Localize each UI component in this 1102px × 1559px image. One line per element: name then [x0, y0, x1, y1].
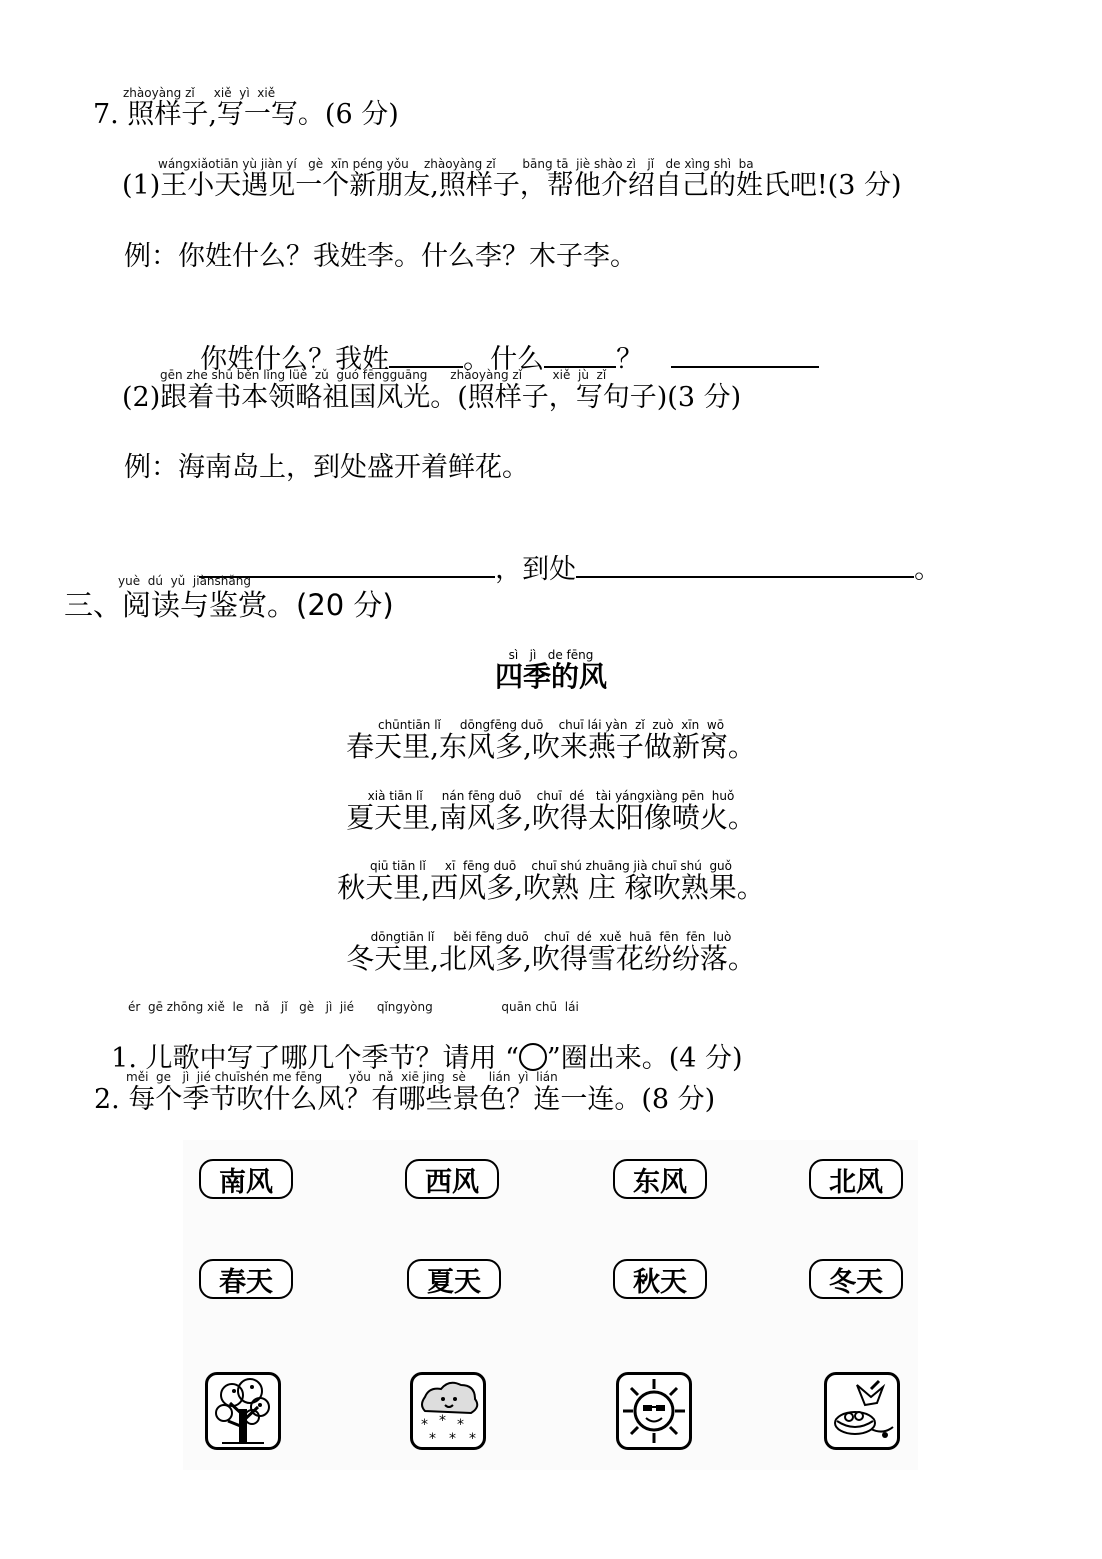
fill1-middle: 。什么: [463, 344, 545, 375]
poem-line: 冬天里,北风多,吹得雪花纷纷落。: [346, 942, 756, 975]
fill1-prefix: 你姓什么？我姓: [200, 344, 390, 375]
fill2-end: 。: [914, 554, 942, 585]
answer-blank-answer[interactable]: [671, 340, 819, 368]
svg-text:*: *: [449, 1431, 456, 1447]
answer-blank-what[interactable]: [544, 340, 616, 368]
poem-line: 春天里,东风多,吹来燕子做新窝。: [346, 730, 756, 763]
q7-fill2: [182, 523, 941, 583]
answer-blank-surname[interactable]: [389, 340, 463, 368]
wind-tag-east[interactable]: 东风: [613, 1159, 707, 1199]
poem-line-pinyin: qiū tiān lǐ xī fēng duō chuī shú zhuāng jià chuī shú guǒ: [369, 859, 733, 873]
answer-blank-scene[interactable]: [576, 550, 914, 578]
wind-tag-west[interactable]: 西风: [405, 1159, 499, 1199]
poem-line: 夏天里,南风多,吹得太阳像喷火。: [346, 801, 756, 834]
q7-example2: 例：海南岛上，到处盛开着鲜花。: [124, 452, 529, 483]
q7-example1: 例：你姓什么？我姓李。什么李？木子李。: [124, 241, 637, 272]
q7-fill1: [183, 313, 819, 373]
q7-title: 7. 照样子,写一写。(6 分): [93, 99, 399, 130]
q1-text: [94, 1016, 743, 1072]
q1-pinyin: ér gē zhōng xiě le nǎ jǐ gè jì jié qǐngyòng quān chū lái: [128, 1000, 579, 1014]
q7-sub2-pinyin: gēn zhe shū běn lǐng lüè zǔ guó fēngguāng zhàoyàng zǐ xiě jù zǐ: [160, 368, 607, 382]
poem-line-pinyin: dōngtiān lǐ běi fēng duō chuī dé xuě huā fēn fēn luò: [370, 930, 732, 944]
tree-icon[interactable]: [205, 1372, 281, 1450]
svg-text:*: *: [457, 1417, 464, 1433]
svg-text:*: *: [421, 1417, 428, 1433]
q7-sub2-text: (2)跟着书本领略祖国风光。(照样子，写句子)(3 分): [122, 382, 742, 413]
q7-sub1-pinyin: wángxiǎotiān yù jiàn yí gè xīn péng yǒu zhàoyàng zǐ bāng tā jiè shào zì jǐ de xìng shì ba: [158, 157, 754, 171]
fill1-question: ？: [616, 344, 644, 375]
snow-cloud-icon[interactable]: [410, 1372, 486, 1450]
poem-line: 秋天里,西风多,吹熟 庄 稼吹熟果。: [337, 871, 765, 904]
section3-title: 三、阅读与鉴赏。(20 分): [64, 588, 394, 622]
q7-pinyin: zhàoyàng zǐ xiě yì xiě: [123, 86, 276, 100]
poem-title-pinyin: sì jì de fēng: [508, 648, 594, 662]
sun-icon[interactable]: [616, 1372, 692, 1450]
season-tag-winter[interactable]: 冬天: [809, 1259, 903, 1299]
season-tag-spring[interactable]: 春天: [199, 1259, 293, 1299]
wind-tag-north[interactable]: 北风: [809, 1159, 903, 1199]
q1-text-a: 1. 儿歌中写了哪几个季节？请用 “: [111, 1043, 519, 1074]
poem-line-pinyin: xià tiān lǐ nán fēng duō chuī dé tài yángxiàng pēn huǒ: [367, 789, 735, 803]
matching-panel: [183, 1140, 918, 1470]
q2-text: 2. 每个季节吹什么风？有哪些景色？连一连。(8 分): [94, 1084, 716, 1115]
svg-text:*: *: [429, 1431, 436, 1447]
fill2-middle: ，到处: [495, 554, 577, 585]
section3-pinyin: yuè dú yǔ jiànshǎng: [118, 574, 251, 588]
poem-title: 四季的风: [494, 660, 607, 693]
circle-icon: [519, 1043, 547, 1071]
q1-text-b: ”圈出来。(4 分): [546, 1043, 743, 1074]
season-tag-summer[interactable]: 夏天: [407, 1259, 501, 1299]
wind-tag-south[interactable]: 南风: [199, 1159, 293, 1199]
bird-nest-icon[interactable]: [824, 1372, 900, 1450]
svg-text:*: *: [439, 1413, 446, 1429]
season-tag-autumn[interactable]: 秋天: [613, 1259, 707, 1299]
poem-line-pinyin: chūntiān lǐ dōngfēng duō chuī lái yàn zǐ zuò xīn wō: [377, 718, 725, 732]
q2-pinyin: měi ge jì jié chuīshén me fēng yǒu nǎ xiē jing sè lián yì lián: [126, 1070, 558, 1084]
q7-sub1-text: (1)王小天遇见一个新朋友,照样子，帮他介绍自己的姓氏吧!(3 分): [122, 170, 902, 201]
svg-text:*: *: [469, 1431, 476, 1447]
